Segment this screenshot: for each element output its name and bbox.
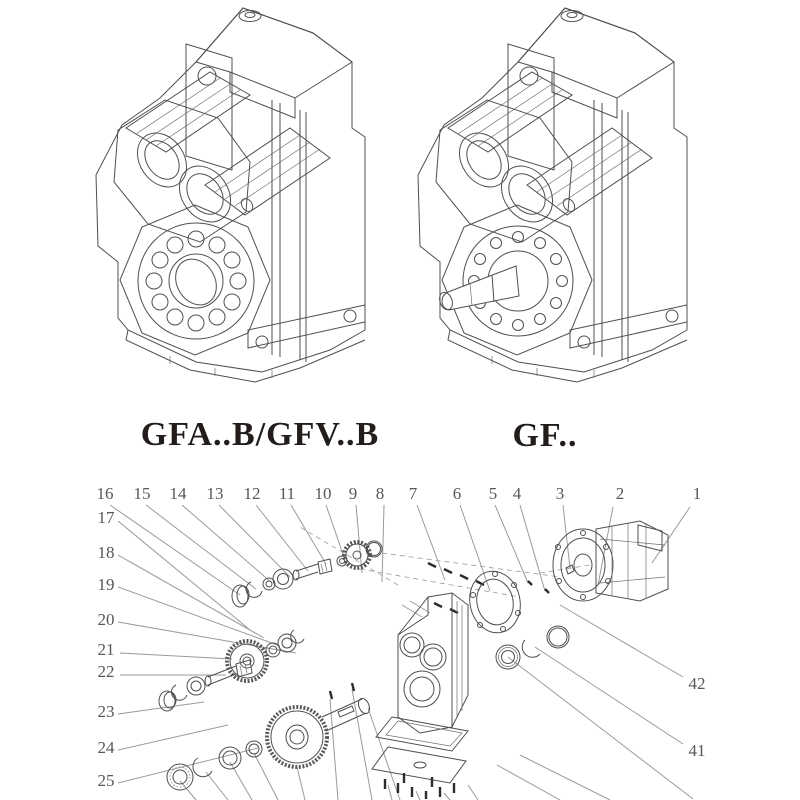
gasket-and-cover [372, 717, 468, 799]
input-shaft-parts-chain [232, 541, 382, 607]
gearbox-drawing-hollow-shaft [85, 0, 405, 400]
callout-22: 22 [97, 662, 115, 681]
callout-1: 1 [692, 484, 702, 503]
callout-13: 13 [206, 484, 224, 503]
gearbox-drawing-solid-shaft [407, 0, 737, 400]
output-gear-parts-chain [167, 683, 372, 790]
flange-bolts [428, 563, 484, 613]
output-shaft [437, 266, 519, 312]
callout-6: 6 [452, 484, 462, 503]
bolt-hole-ring [146, 231, 246, 331]
caption-hollow-shaft-model: GFA..B/GFV..B [140, 416, 380, 453]
caption-solid-shaft-model: GF.. [512, 417, 578, 454]
callout-21: 21 [97, 640, 115, 659]
housing-outline [418, 8, 687, 382]
callout-15: 15 [133, 484, 151, 503]
callout-41: 41 [688, 741, 706, 760]
callout-17: 17 [97, 508, 115, 527]
callout-10: 10 [314, 484, 332, 503]
second-shaft-parts-chain [159, 660, 252, 711]
callout-8: 8 [375, 484, 385, 503]
callout-4: 4 [512, 484, 522, 503]
exploded-parts-diagram [0, 465, 800, 800]
callout-14: 14 [169, 484, 187, 503]
callout-23: 23 [97, 702, 115, 721]
callout-7: 7 [408, 484, 418, 503]
callout-5: 5 [488, 484, 498, 503]
callout-19: 19 [97, 575, 115, 594]
leader-lines-right [508, 605, 693, 799]
callout-11: 11 [278, 484, 296, 503]
callout-12: 12 [243, 484, 261, 503]
callout-25: 25 [97, 771, 115, 790]
callout-3: 3 [555, 484, 565, 503]
callout-18: 18 [97, 543, 115, 562]
callout-16: 16 [96, 484, 114, 503]
intermediate-gear-parts-chain [227, 630, 304, 681]
callout-9: 9 [348, 484, 358, 503]
leader-lines-top [110, 505, 690, 595]
leader-lines-bottom-cutoff [180, 689, 610, 800]
motor-drawing [528, 521, 668, 601]
callout-2: 2 [615, 484, 625, 503]
assembly-axes [300, 527, 590, 613]
callout-42: 42 [688, 674, 706, 693]
callout-24: 24 [97, 738, 115, 757]
callout-20: 20 [97, 610, 115, 629]
